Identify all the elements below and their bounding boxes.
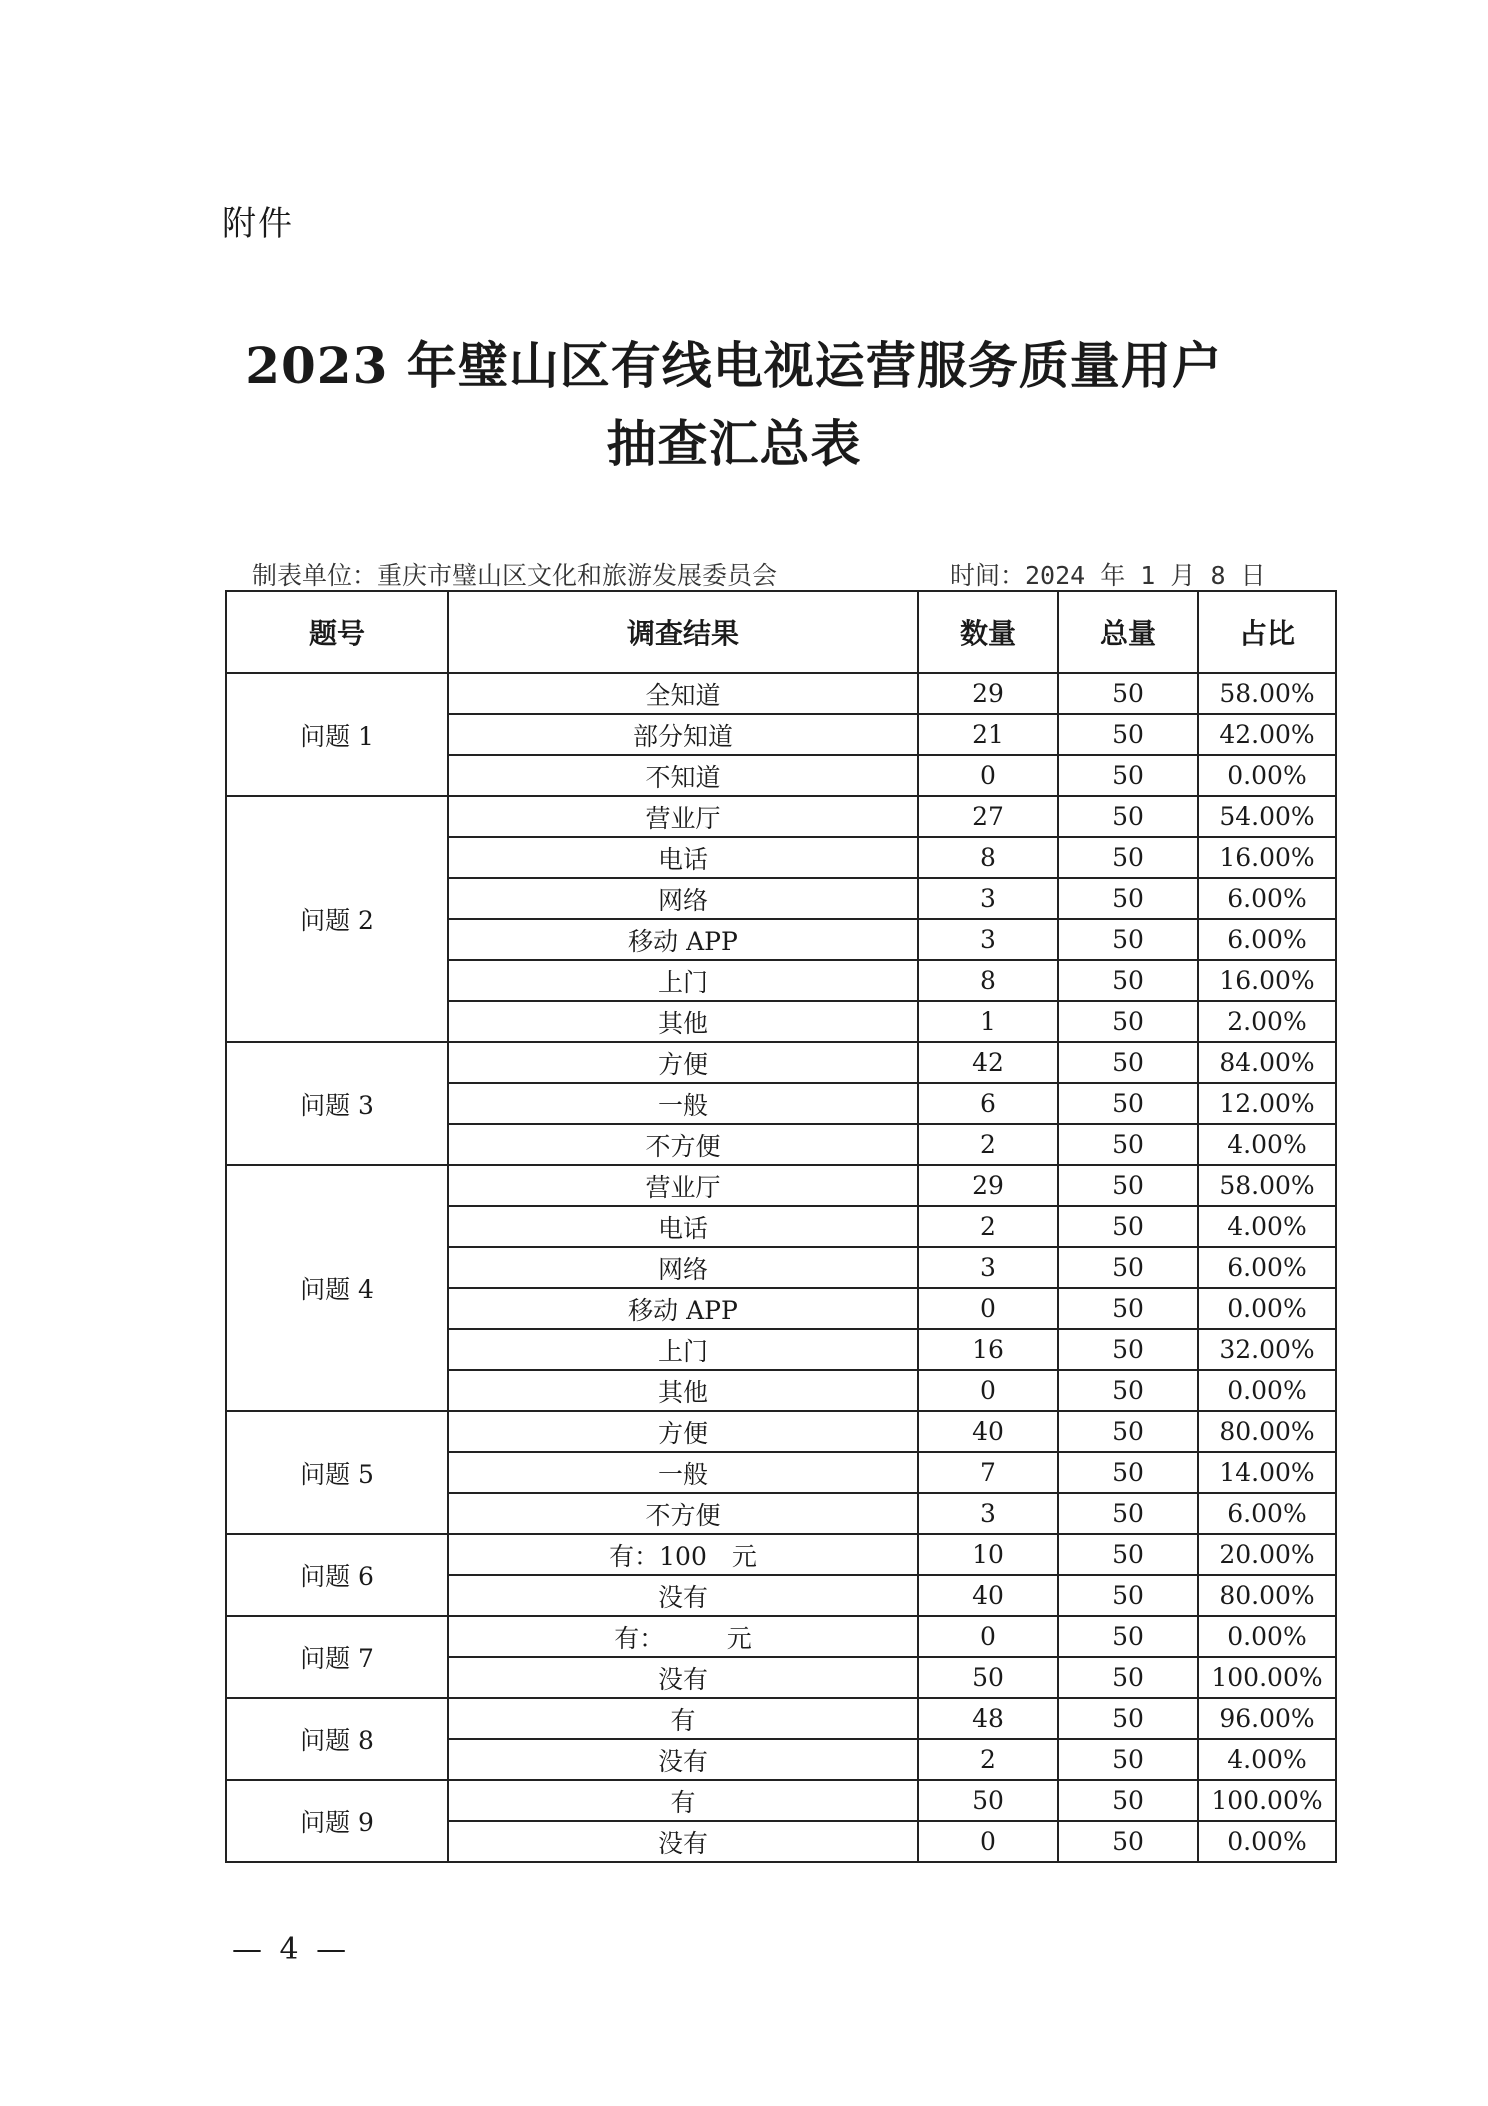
result-cell: 有： 元 [448,1616,918,1657]
ratio-cell: 4.00% [1198,1206,1336,1247]
document-title-line2: 抽查汇总表 [606,414,862,473]
ratio-cell: 16.00% [1198,960,1336,1001]
total-cell: 50 [1058,1370,1198,1411]
total-cell: 50 [1058,960,1198,1001]
ratio-cell: 54.00% [1198,796,1336,837]
result-cell: 全知道 [448,673,918,714]
total-cell: 50 [1058,1206,1198,1247]
count-cell: 3 [918,1493,1058,1534]
result-cell: 方便 [448,1042,918,1083]
count-cell: 8 [918,960,1058,1001]
ratio-cell: 0.00% [1198,1616,1336,1657]
ratio-cell: 20.00% [1198,1534,1336,1575]
table-row [226,1780,1336,1821]
table-row [226,1165,1336,1206]
count-cell: 48 [918,1698,1058,1739]
total-cell: 50 [1058,878,1198,919]
total-cell: 50 [1058,919,1198,960]
ratio-cell: 14.00% [1198,1452,1336,1493]
ratio-cell: 100.00% [1198,1657,1336,1698]
result-cell: 部分知道 [448,714,918,755]
total-cell: 50 [1058,1329,1198,1370]
result-cell: 一般 [448,1452,918,1493]
total-cell: 50 [1058,1247,1198,1288]
ratio-cell: 32.00% [1198,1329,1336,1370]
question-cell: 问题 6 [226,1534,448,1616]
count-cell: 29 [918,1165,1058,1206]
question-cell: 问题 8 [226,1698,448,1780]
count-cell: 2 [918,1124,1058,1165]
count-cell: 0 [918,755,1058,796]
table-header-row [226,591,1336,673]
count-cell: 40 [918,1411,1058,1452]
result-cell: 电话 [448,837,918,878]
result-cell: 没有 [448,1821,918,1862]
total-cell: 50 [1058,1780,1198,1821]
count-cell: 8 [918,837,1058,878]
ratio-cell: 4.00% [1198,1124,1336,1165]
result-cell: 移动 APP [448,1288,918,1329]
table-body [226,673,1336,1862]
result-cell: 方便 [448,1411,918,1452]
table-row [226,1534,1336,1575]
count-cell: 29 [918,673,1058,714]
ratio-cell: 6.00% [1198,919,1336,960]
table-row [226,673,1336,714]
result-cell: 有 [448,1698,918,1739]
total-cell: 50 [1058,1452,1198,1493]
count-cell: 0 [918,1370,1058,1411]
question-cell: 问题 9 [226,1780,448,1862]
table-row [226,1616,1336,1657]
count-cell: 50 [918,1657,1058,1698]
total-cell: 50 [1058,1001,1198,1042]
ratio-cell: 84.00% [1198,1042,1336,1083]
result-cell: 移动 APP [448,919,918,960]
table-row [226,1042,1336,1083]
total-cell: 50 [1058,673,1198,714]
total-cell: 50 [1058,796,1198,837]
ratio-cell: 100.00% [1198,1780,1336,1821]
result-cell: 有 [448,1780,918,1821]
question-cell: 问题 1 [226,673,448,796]
total-cell: 50 [1058,1534,1198,1575]
header-total: 总量 [1058,591,1198,673]
count-cell: 7 [918,1452,1058,1493]
total-cell: 50 [1058,1493,1198,1534]
total-cell: 50 [1058,1821,1198,1862]
result-cell: 其他 [448,1001,918,1042]
total-cell: 50 [1058,1165,1198,1206]
ratio-cell: 58.00% [1198,1165,1336,1206]
total-cell: 50 [1058,1698,1198,1739]
result-cell: 其他 [448,1370,918,1411]
total-cell: 50 [1058,1124,1198,1165]
page-number: — 4 — [232,1932,351,1967]
total-cell: 50 [1058,1575,1198,1616]
ratio-cell: 0.00% [1198,1821,1336,1862]
count-cell: 0 [918,1616,1058,1657]
question-cell: 问题 7 [226,1616,448,1698]
count-cell: 16 [918,1329,1058,1370]
result-cell: 没有 [448,1657,918,1698]
count-cell: 6 [918,1083,1058,1124]
count-cell: 3 [918,919,1058,960]
count-cell: 1 [918,1001,1058,1042]
question-cell: 问题 5 [226,1411,448,1534]
result-cell: 没有 [448,1575,918,1616]
total-cell: 50 [1058,837,1198,878]
result-cell: 一般 [448,1083,918,1124]
question-cell: 问题 2 [226,796,448,1042]
count-cell: 0 [918,1821,1058,1862]
attachment-label: 附件 [222,204,294,244]
count-cell: 2 [918,1739,1058,1780]
total-cell: 50 [1058,755,1198,796]
ratio-cell: 96.00% [1198,1698,1336,1739]
header-ratio: 占比 [1198,591,1336,673]
survey-summary-table [225,590,1337,1863]
count-cell: 50 [918,1780,1058,1821]
ratio-cell: 16.00% [1198,837,1336,878]
header-result: 调查结果 [448,591,918,673]
ratio-cell: 80.00% [1198,1411,1336,1452]
header-count: 数量 [918,591,1058,673]
total-cell: 50 [1058,1042,1198,1083]
ratio-cell: 6.00% [1198,878,1336,919]
ratio-cell: 0.00% [1198,1370,1336,1411]
result-cell: 不方便 [448,1124,918,1165]
ratio-cell: 0.00% [1198,755,1336,796]
ratio-cell: 6.00% [1198,1493,1336,1534]
table-row [226,1698,1336,1739]
ratio-cell: 2.00% [1198,1001,1336,1042]
result-cell: 网络 [448,878,918,919]
ratio-cell: 12.00% [1198,1083,1336,1124]
result-cell: 上门 [448,960,918,1001]
result-cell: 营业厅 [448,1165,918,1206]
total-cell: 50 [1058,1083,1198,1124]
document-title-line1: 2023 年璧山区有线电视运营服务质量用户 [245,336,1223,395]
prepared-by: 制表单位：重庆市璧山区文化和旅游发展委员会 [252,561,778,590]
total-cell: 50 [1058,1739,1198,1780]
ratio-cell: 80.00% [1198,1575,1336,1616]
table-row [226,1411,1336,1452]
total-cell: 50 [1058,1288,1198,1329]
document-date: 时间：2024 年 1 月 8 日 [950,561,1266,590]
result-cell: 电话 [448,1206,918,1247]
count-cell: 2 [918,1206,1058,1247]
ratio-cell: 42.00% [1198,714,1336,755]
count-cell: 27 [918,796,1058,837]
count-cell: 3 [918,1247,1058,1288]
result-cell: 不知道 [448,755,918,796]
result-cell: 不方便 [448,1493,918,1534]
result-cell: 没有 [448,1739,918,1780]
total-cell: 50 [1058,1616,1198,1657]
question-cell: 问题 3 [226,1042,448,1165]
question-cell: 问题 4 [226,1165,448,1411]
ratio-cell: 4.00% [1198,1739,1336,1780]
count-cell: 42 [918,1042,1058,1083]
count-cell: 0 [918,1288,1058,1329]
result-cell: 有：100 元 [448,1534,918,1575]
count-cell: 3 [918,878,1058,919]
total-cell: 50 [1058,1657,1198,1698]
count-cell: 21 [918,714,1058,755]
total-cell: 50 [1058,714,1198,755]
header-question: 题号 [226,591,448,673]
result-cell: 上门 [448,1329,918,1370]
result-cell: 网络 [448,1247,918,1288]
table-row [226,796,1336,837]
count-cell: 40 [918,1575,1058,1616]
total-cell: 50 [1058,1411,1198,1452]
result-cell: 营业厅 [448,796,918,837]
ratio-cell: 6.00% [1198,1247,1336,1288]
count-cell: 10 [918,1534,1058,1575]
ratio-cell: 0.00% [1198,1288,1336,1329]
ratio-cell: 58.00% [1198,673,1336,714]
